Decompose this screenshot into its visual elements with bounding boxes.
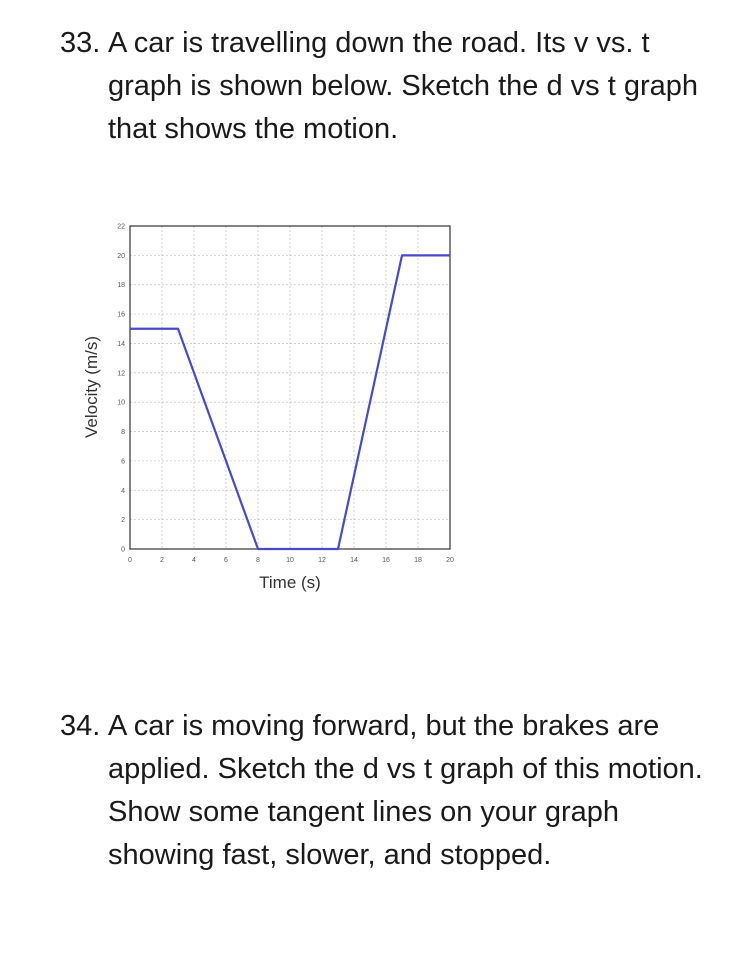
x-axis-label: Time (s) — [259, 573, 321, 592]
y-tick-label: 4 — [121, 487, 125, 495]
question-number: 33. — [60, 27, 101, 59]
y-tick-label: 20 — [117, 252, 125, 260]
x-tick-label: 14 — [350, 557, 358, 564]
x-tick-label: 0 — [128, 557, 132, 564]
x-tick-label: 20 — [446, 557, 454, 564]
chart-grid — [130, 226, 450, 549]
x-tick-label: 16 — [382, 557, 390, 564]
x-tick-label: 2 — [160, 557, 164, 564]
y-tick-label: 2 — [121, 517, 125, 525]
y-tick-label: 10 — [117, 399, 125, 407]
question-number: 34. — [60, 710, 101, 742]
y-tick-label: 6 — [121, 458, 125, 466]
question-text: A car is moving forward, but the brakes are applied. Sketch the d vs t graph of this motion. Show some tangent lines on your graph showing fast, slower, and stopped. — [108, 710, 703, 871]
x-tick-label: 18 — [414, 557, 422, 564]
x-tick-label: 10 — [286, 557, 294, 564]
x-tick-labels — [128, 557, 454, 564]
y-axis-label: Velocity (m/s) — [82, 335, 101, 439]
y-tick-labels — [117, 224, 125, 554]
question-33 — [60, 22, 720, 151]
y-tick-label: 14 — [117, 340, 125, 348]
x-tick-label: 12 — [318, 557, 326, 564]
y-tick-label: 16 — [117, 311, 125, 319]
y-tick-label: 18 — [117, 282, 125, 290]
question-34 — [60, 705, 720, 877]
y-tick-label: 22 — [117, 223, 125, 231]
x-tick-label: 4 — [192, 557, 196, 564]
y-tick-label: 12 — [117, 370, 125, 378]
x-tick-label: 8 — [256, 557, 260, 564]
x-tick-label: 6 — [224, 557, 228, 564]
y-tick-label: 0 — [121, 546, 125, 554]
question-text: A car is travelling down the road. Its v vs. t graph is shown below. Sketch the d vs t graph that shows the motion. — [108, 27, 699, 145]
velocity-time-chart — [75, 210, 475, 605]
y-tick-label: 8 — [121, 429, 125, 437]
